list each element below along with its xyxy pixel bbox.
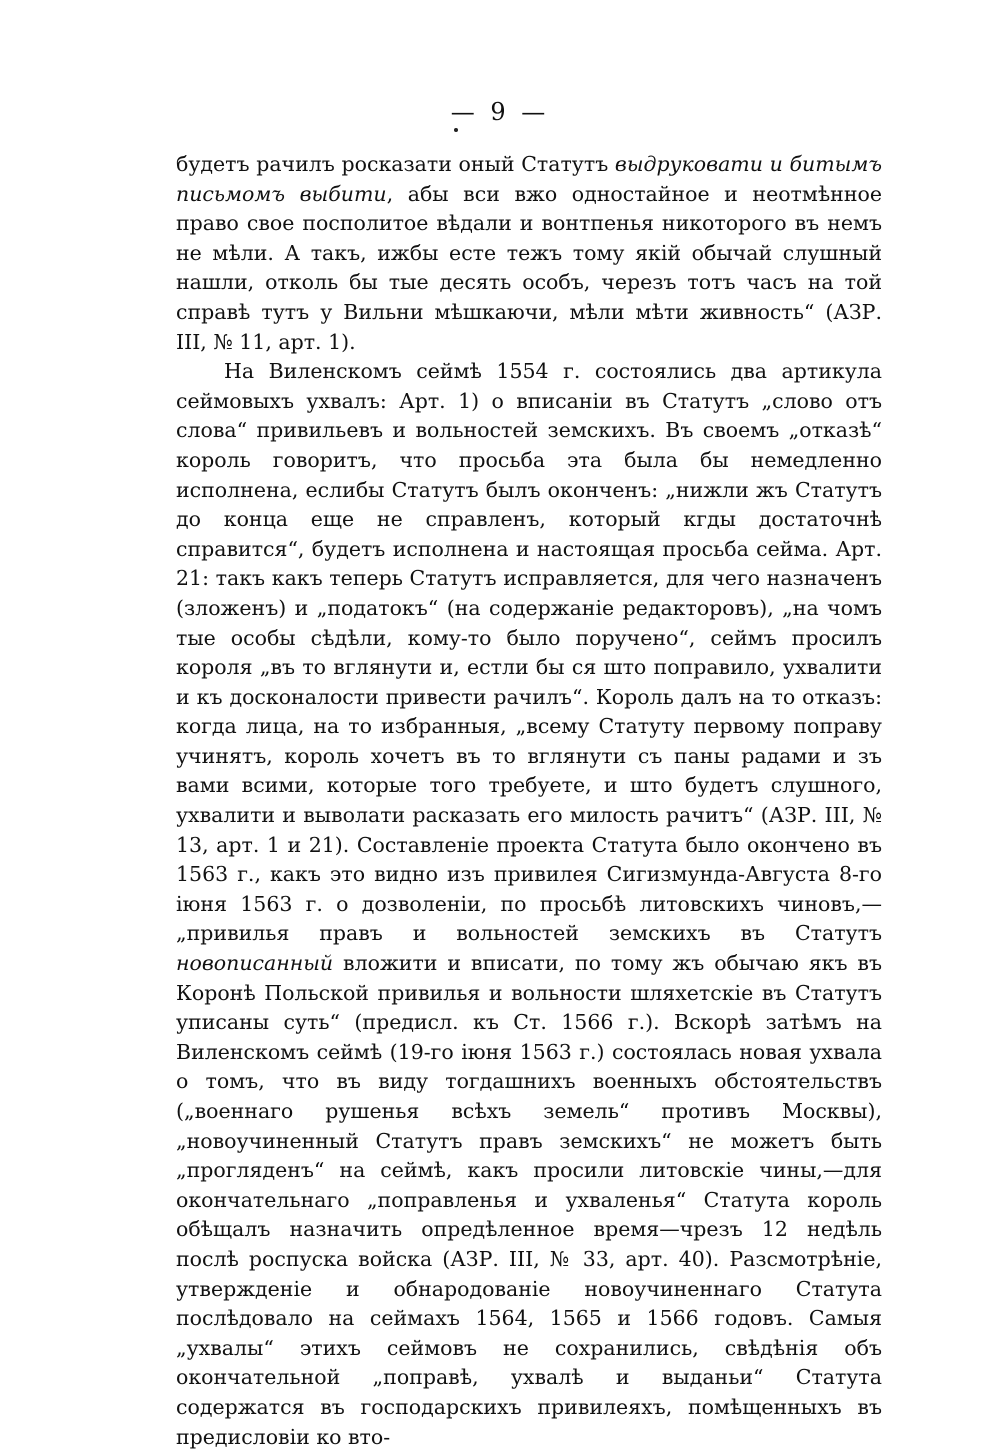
text-segment: , абы вси вжо одностайное и неотмѣнное право свое посполитое вѣдали и вонтпенья никоторого въ немъ не мѣли. А такъ, ижбы есте тежъ тому якій обычай слушный нашли, отколь бы тые десять особъ, черезъ тотъ часъ на той справѣ тутъ у Вильни мѣшкаючи, мѣли мѣти живность“ (АЗР. III, № 11, арт. 1). (176, 181, 882, 354)
text-segment: будетъ рачилъ росказати оный Статутъ (176, 152, 615, 176)
page-number: — 9 — (450, 98, 550, 126)
body-text (176, 150, 882, 1452)
italic-phrase: выдруковати и битымъ письмомъ выбити (176, 152, 882, 206)
paragraph-2 (176, 357, 882, 1452)
italic-phrase: новописанный (176, 951, 334, 976)
text-segment: вложити и вписати, по тому жъ обычаю якъ въ Коронѣ Польской привилья и вольности шляхетскіе въ Статутъ уписаны суть“ (предисл. къ Ст. 1566 г.). Вскорѣ затѣмъ на Виленскомъ сеймѣ (19-го іюня 1563 г.) состоялась новая ухвала о томъ, что въ виду тогдашнихъ военныхъ обстоятельствъ („военнаго рушенья всѣхъ земель“ противъ Москвы), „новоучиненный Статутъ правъ земскихъ“ не можетъ быть „прогляденъ“ на сеймѣ, какъ просили литовскіе чины,—для окончательнаго „поправленья и ухваленья“ Статута король обѣщалъ назначить опредѣленное время—чрезъ 12 недѣль послѣ роспуска войска (АЗР. III, № 33, арт. 40). Разсмотрѣніе, утвержденіе и обнародованіе новоучиненнаго Статута послѣдовало на сеймахъ 1564, 1565 и 1566 годовъ. Самыя „ухвалы“ этихъ сеймовъ не сохранились, свѣдѣнія объ окончательной „поправѣ, ухвалѣ и выданьи“ Статута содержатся въ господарскихъ привилеяхъ, помѣщенныхъ въ предисловіи ко вто- (176, 951, 882, 1449)
print-speck (454, 128, 458, 132)
text-segment: На Виленскомъ сеймѣ 1554 г. состоялись два артикула сеймовыхъ ухвалъ: Арт. 1) о вписаніи въ Статутъ „слово отъ слова“ привильевъ и вольностей земскихъ. Въ своемъ „отказѣ“ король говоритъ, что просьба эта была бы немедленно исполнена, еслибы Статутъ былъ оконченъ: „нижли жъ Статутъ до конца еще не справленъ, который кгды достаточнѣ справится“, будетъ исполнена и настоящая просьба сейма. Арт. 21: такъ какъ теперь Статутъ исправляется, для чего назначенъ (зложенъ) и „податокъ“ (на содержаніе редакторовъ), „на чомъ тые особы сѣдѣли, кому-то было поручено“, сеймъ просилъ короля „въ то вглянути и, естли бы ся што поправило, ухвалити и къ досконалости привести рачилъ“. Король далъ на то отказъ: когда лица, на то избранныя, „всему Статуту первому поправу учинятъ, король хочетъ въ то вглянути съ паны радами и зъ вами всими, которые того требуете, и што будетъ слушного, ухвалити и выволати расказать его милость рачитъ“ (АЗР. III, № 13, арт. 1 и 21). Составленіе проекта Статута было окончено въ 1563 г., какъ это видно изъ привилея Сигизмунда-Августа 8-го іюня 1563 г. о дозволеніи, по просьбѣ литовскихъ чиновъ,—„привилья правъ и вольностей земскихъ въ Статутъ (176, 359, 882, 946)
paragraph-1 (176, 150, 882, 357)
